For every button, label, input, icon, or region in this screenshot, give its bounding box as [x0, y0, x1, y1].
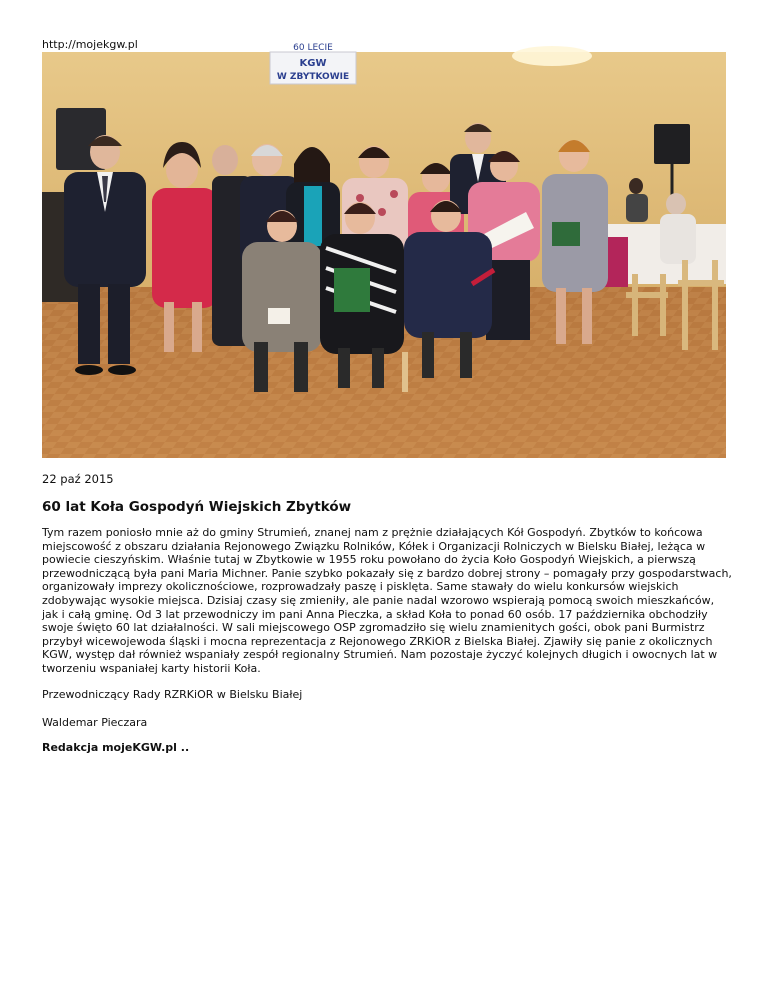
article-body: Tym razem poniosło mnie aż do gminy Strumień, znanej nam z prężnie działających Kół Gospodyń. Zbytków to końcowa miejscowość z obszaru działania Rejonowego Związku Rolników, Kółek i Organizacji Rolniczych w Bielsku Białej, leżąca w powiecie cieszyńskim. Właśnie tutaj w Zbytkowie w 1955 roku powołano do życia Koło Gospodyń Wiejskich, a pierwszą przewodniczącą była pani Maria Michner. Panie szybko pokazały się z bardzo dobrej strony – pomagały przy gospodarstwach, organizowały imprezy okolicznościowe, rozprowadzały paszę i pisklęta. Same stawały do wielu konkursów wiejskich zdobywając wysokie miejsca. Dzisiaj czasy się zmieniły, ale panie nadal wzorowo wspierają pomocą swoich mieszkańców, jak i całą gminę. Od 3 lat przewodniczy im pani Anna Pieczka, a skład Koła to ponad 60 osób. 17 października obchodziły swoje święto 60 lat działalności. W sali miejscowego OSP zgromadziło się wielu znamienitych gości, obok pani Burmistrz przybył wicewojewoda śląski i mocna reprezentacja z Rejonowego ZRKiOR z Bielska Białej. Zjawiły się panie z okolicznych KGW, występ dał również wspaniały zespół regionalny Strumień. Nam pozostaje życzyć kolejnych długich i owocnych lat w tworzeniu wspaniałej karty historii Koła. — [42, 526, 732, 675]
banner-line-3: W ZBYTKOWIE — [276, 72, 350, 82]
banner-line-2: KGW — [299, 58, 327, 69]
page-url: http://mojekgw.pl — [42, 38, 138, 51]
article-title: 60 lat Koła Gospodyń Wiejskich Zbytków — [42, 499, 352, 515]
banner-line-1: 60 LECIE — [293, 43, 333, 53]
speaker-right — [654, 124, 690, 164]
editor-credit: Redakcja mojeKGW.pl .. — [42, 741, 190, 754]
signature-role: Przewodniczący Rady RZRKiOR w Bielsku Białej — [42, 688, 303, 701]
signature-name: Waldemar Pieczara — [42, 716, 148, 729]
article-date: 22 paź 2015 — [42, 472, 114, 486]
